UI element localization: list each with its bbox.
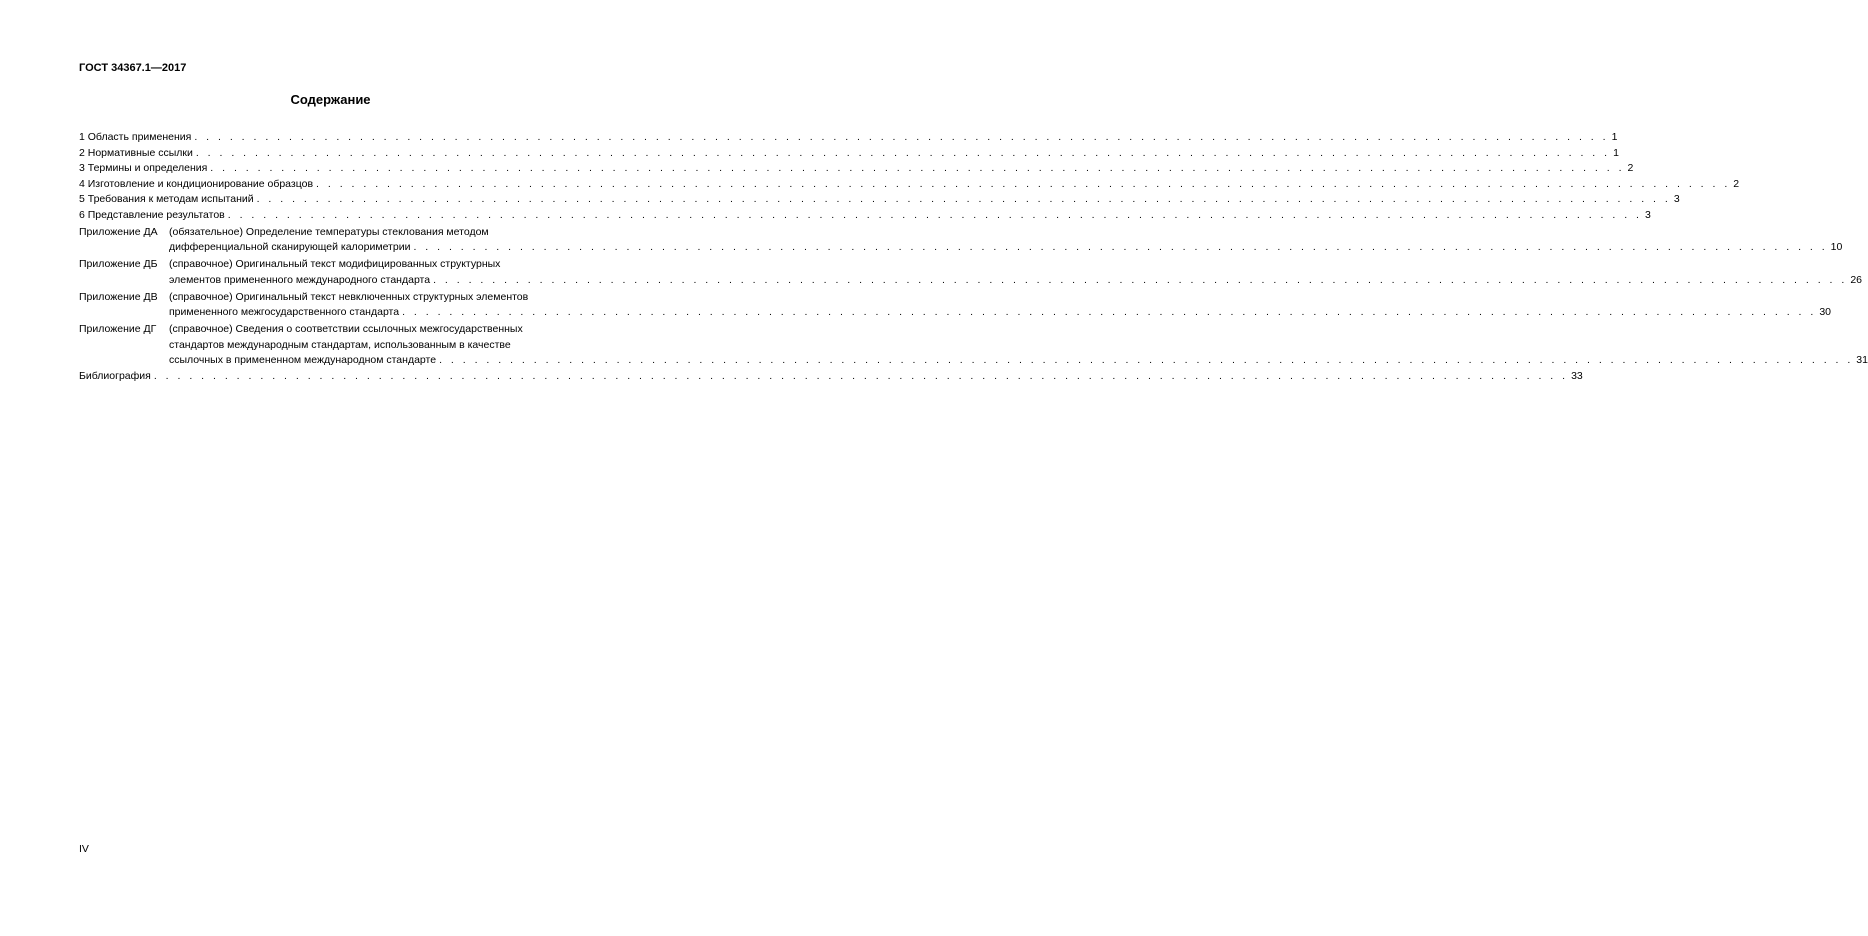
toc-page-number: 10 xyxy=(1830,241,1843,253)
table-of-contents xyxy=(79,130,1868,384)
toc-entry[interactable] xyxy=(79,192,1680,208)
toc-entry-content xyxy=(169,257,1863,288)
toc-entry-text: 3 Термины и определения xyxy=(79,162,208,174)
toc-page-number: 33 xyxy=(1571,369,1583,382)
toc-page-number: 31 xyxy=(1856,354,1868,366)
toc-entry[interactable] xyxy=(79,208,1651,224)
toc-entry-content xyxy=(169,322,1868,369)
page-title: Содержание xyxy=(290,92,371,107)
toc-entry[interactable] xyxy=(79,322,1868,369)
toc-entry-content xyxy=(79,208,1651,224)
toc-entry-text: (обязательное) Определение температуры стеклования методом xyxy=(169,225,489,238)
toc-page-number: 1 xyxy=(1613,146,1619,159)
toc-entry-text: 5 Требования к методам испытаний xyxy=(79,193,254,205)
toc-leader-dots: . . . . . . . . . . . . . . . . . . . . . . . . . . . . . . . . . . . . . . . . . . . . . . . . . . . . . . . . . . . . . . . . . . . . . . . . . . . . . . . . . . . . . . . . . . . . . . . . . . . . . . . . . . . . . . . . . . . . . . . . xyxy=(227,208,1642,221)
toc-page-number: 3 xyxy=(1673,193,1680,205)
document-code: ГОСТ 34367.1—2017 xyxy=(79,62,187,74)
toc-entry[interactable] xyxy=(79,177,1740,193)
toc-entry-text: 1 Область применения xyxy=(79,131,192,143)
toc-entry-text: ссылочных в примененном международном стандарте xyxy=(169,354,437,366)
toc-entry-content xyxy=(79,369,1583,385)
toc-leader-dots: . . . . . . . . . . . . . . . . . . . . . . . . . . . . . . . . . . . . . . . . . . . . . . . . . . . . . . . . . . . . . . . . . . . . . . . . . . . . . . . . . . . . . . . . . . . . . . . . . . . . . . . . . . . . . . . . . . . . . . . . xyxy=(439,354,1854,366)
toc-leader-dots: . . . . . . . . . . . . . . . . . . . . . . . . . . . . . . . . . . . . . . . . . . . . . . . . . . . . . . . . . . . . . . . . . . . . . . . . . . . . . . . . . . . . . . . . . . . . . . . . . . . . . . . . . . . . . . . . . . . . . . . . xyxy=(195,146,1611,159)
toc-leader-dots: . . . . . . . . . . . . . . . . . . . . . . . . . . . . . . . . . . . . . . . . . . . . . . . . . . . . . . . . . . . . . . . . . . . . . . . . . . . . . . . . . . . . . . . . . . . . . . . . . . . . . . . . . . . . . . . . . . . . . . . . xyxy=(433,273,1848,286)
toc-entry[interactable] xyxy=(79,369,1583,385)
toc-page-number: 1 xyxy=(1611,131,1618,143)
toc-entry-content xyxy=(169,290,1831,321)
toc-entry-content xyxy=(79,161,1634,177)
toc-page-number: 26 xyxy=(1850,273,1863,286)
page-number: IV xyxy=(79,843,89,855)
toc-page-number: 30 xyxy=(1819,306,1831,318)
toc-leader-dots: . . . . . . . . . . . . . . . . . . . . . . . . . . . . . . . . . . . . . . . . . . . . . . . . . . . . . . . . . . . . . . . . . . . . . . . . . . . . . . . . . . . . . . . . . . . . . . . . . . . . . . . . . . . . . . . . . . . . . . . . xyxy=(256,193,1671,205)
toc-entry-text: (справочное) Сведения о соответствии ссылочных межгосударственных xyxy=(169,323,523,335)
toc-entry-text: 6 Представление результатов xyxy=(79,208,225,221)
toc-page-number: 2 xyxy=(1627,162,1634,174)
toc-entry-text: (справочное) Оригинальный текст невключенных структурных элементов xyxy=(169,290,529,303)
toc-page-number: 3 xyxy=(1644,208,1651,221)
toc-entry-prefix: Приложение ДГ xyxy=(79,323,157,335)
toc-entry-text: Библиография xyxy=(79,369,151,382)
toc-leader-dots: . . . . . . . . . . . . . . . . . . . . . . . . . . . . . . . . . . . . . . . . . . . . . . . . . . . . . . . . . . . . . . . . . . . . . . . . . . . . . . . . . . . . . . . . . . . . . . . . . . . . . . . . . . . . . . . . . . . . . . . . xyxy=(194,131,1609,143)
toc-entry-text: 2 Нормативные ссылки xyxy=(79,146,193,159)
toc-leader-dots: . . . . . . . . . . . . . . . . . . . . . . . . . . . . . . . . . . . . . . . . . . . . . . . . . . . . . . . . . . . . . . . . . . . . . . . . . . . . . . . . . . . . . . . . . . . . . . . . . . . . . . . . . . . . . . . . . . . . . . . . xyxy=(413,241,1828,253)
toc-entry-prefix: Приложение ДБ xyxy=(79,258,158,270)
toc-entry[interactable] xyxy=(79,257,1863,288)
toc-entry-content xyxy=(169,225,1843,256)
toc-entry-content xyxy=(79,146,1619,162)
toc-entry-content xyxy=(79,192,1680,208)
toc-entry[interactable] xyxy=(79,225,1843,256)
toc-entry[interactable] xyxy=(79,161,1634,177)
toc-entry-content xyxy=(79,130,1618,146)
toc-entry[interactable] xyxy=(79,290,1831,321)
toc-entry-text: элементов примененного международного стандарта xyxy=(169,273,431,286)
toc-entry-text: стандартов международным стандартам, использованным в качестве xyxy=(169,338,511,351)
toc-entry-text: 4 Изготовление и кондиционирование образцов xyxy=(79,177,314,190)
toc-entry-prefix: Приложение ДВ xyxy=(79,290,158,303)
toc-page-number: 2 xyxy=(1733,177,1740,190)
toc-leader-dots: . . . . . . . . . . . . . . . . . . . . . . . . . . . . . . . . . . . . . . . . . . . . . . . . . . . . . . . . . . . . . . . . . . . . . . . . . . . . . . . . . . . . . . . . . . . . . . . . . . . . . . . . . . . . . . . . . . . . . . . . xyxy=(402,306,1817,318)
toc-entry-text: дифференциальной сканирующей калориметрии xyxy=(169,241,411,253)
toc-entry[interactable] xyxy=(79,130,1618,146)
toc-leader-dots: . . . . . . . . . . . . . . . . . . . . . . . . . . . . . . . . . . . . . . . . . . . . . . . . . . . . . . . . . . . . . . . . . . . . . . . . . . . . . . . . . . . . . . . . . . . . . . . . . . . . . . . . . . . . . . . . . . . . . . . . xyxy=(210,162,1625,174)
toc-entry[interactable] xyxy=(79,146,1619,162)
toc-leader-dots: . . . . . . . . . . . . . . . . . . . . . . . . . . . . . . . . . . . . . . . . . . . . . . . . . . . . . . . . . . . . . . . . . . . . . . . . . . . . . . . . . . . . . . . . . . . . . . . . . . . . . . . . . . . . . . . . . . . . . . . . xyxy=(316,177,1731,190)
toc-entry-text: (справочное) Оригинальный текст модифицированных структурных xyxy=(169,258,501,270)
toc-entry-text: примененного межгосударственного стандарта xyxy=(169,306,400,318)
toc-leader-dots: . . . . . . . . . . . . . . . . . . . . . . . . . . . . . . . . . . . . . . . . . . . . . . . . . . . . . . . . . . . . . . . . . . . . . . . . . . . . . . . . . . . . . . . . . . . . . . . . . . . . . . . . . . . . . . . . . . . . . . . . xyxy=(153,369,1569,382)
toc-entry-content xyxy=(79,177,1740,193)
toc-entry-prefix: Приложение ДА xyxy=(79,225,158,238)
